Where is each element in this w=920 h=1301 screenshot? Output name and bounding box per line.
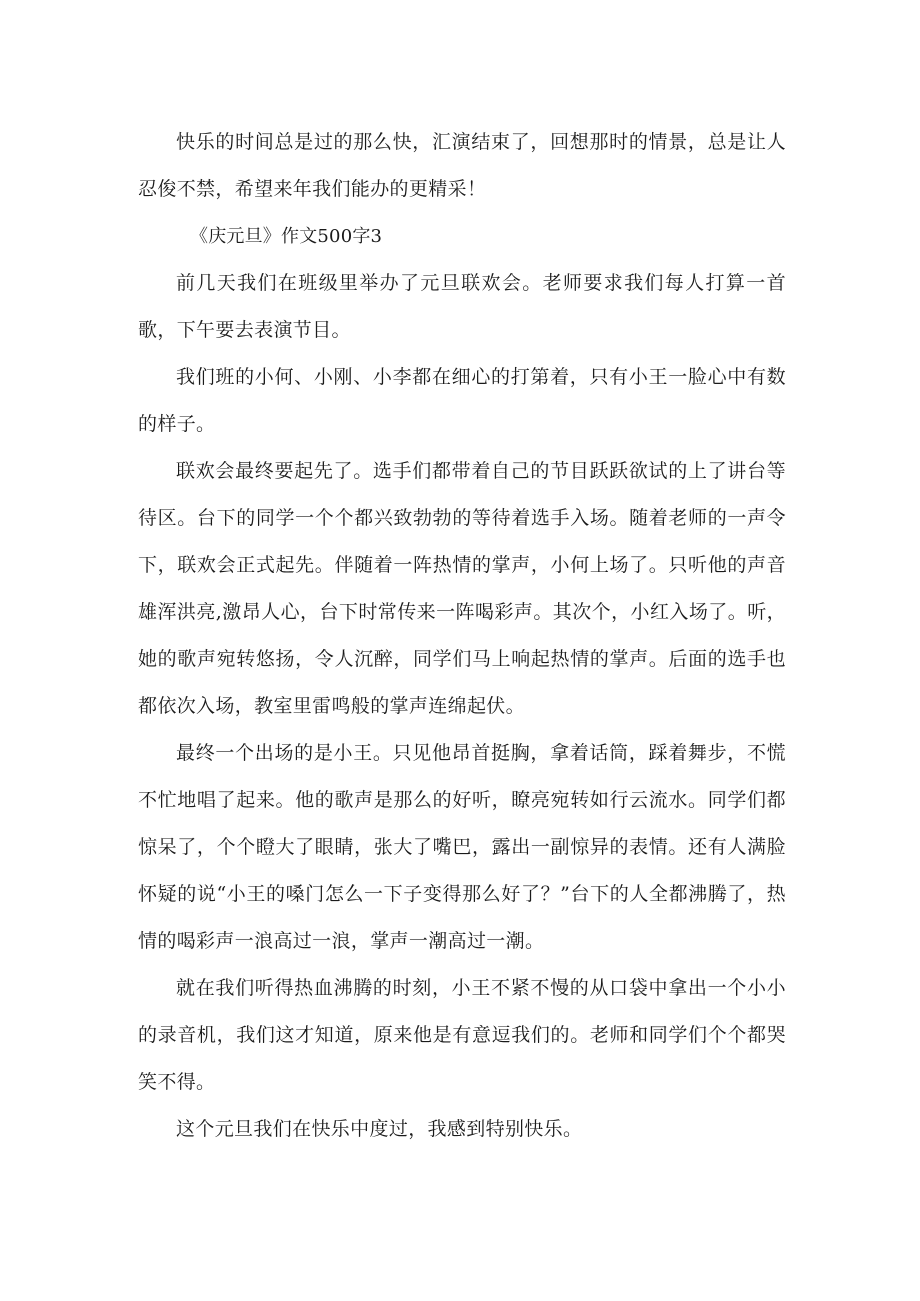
paragraph: 最终一个出场的是小王。只见他昂首挺胸，拿着话筒，踩着舞步，不慌不忙地唱了起来。他的歌声是那么的好听，瞭亮宛转如行云流水。同学们都惊呆了，个个瞪大了眼睛，张大了嘴巴，露出一副惊异的表情。还有人满脸怀疑的说“小王的嗓门怎么一下子变得那么好了？”台下的人全都沸腾了，热情的喝彩声一浪高过一浪，掌声一潮高过一潮。 — [138, 742, 786, 952]
paragraph: 前几天我们在班级里举办了元旦联欢会。老师要求我们每人打算一首歌，下午要去表演节目。 — [138, 272, 786, 341]
section-heading — [138, 213, 786, 260]
paragraph: 这个元旦我们在快乐中度过，我感到特别快乐。 — [176, 1118, 583, 1140]
section-heading-text: 《庆元旦》作文500字3 — [190, 226, 383, 247]
paragraph: 就在我们听得热血沸腾的时刻，小王不紧不慢的从口袋中拿出一个小小的录音机，我们这才知道，原来他是有意逗我们的。老师和同学们个个都哭笑不得。 — [138, 977, 786, 1093]
paragraph: 快乐的时间总是过的那么快，汇演结束了，回想那时的情景，总是让人忍俊不禁，希望来年我们能办的更精采！ — [138, 131, 786, 200]
document-body — [138, 119, 786, 1153]
paragraph: 我们班的小何、小刚、小李都在细心的打第着，只有小王一脸心中有数的样子。 — [138, 366, 786, 435]
paragraph: 联欢会最终要起先了。选手们都带着自己的节目跃跃欲试的上了讲台等待区。台下的同学一个个都兴致勃勃的等待着选手入场。随着老师的一声令下，联欢会正式起先。伴随着一阵热情的掌声，小何上场了。只听他的声音雄浑洪亮,激昂人心，台下时常传来一阵喝彩声。其次个，小红入场了。听，她的歌声宛转悠扬，令人沉醉，同学们马上响起热情的掌声。后面的选手也都依次入场，教室里雷鸣般的掌声连绵起伏。 — [138, 460, 786, 717]
